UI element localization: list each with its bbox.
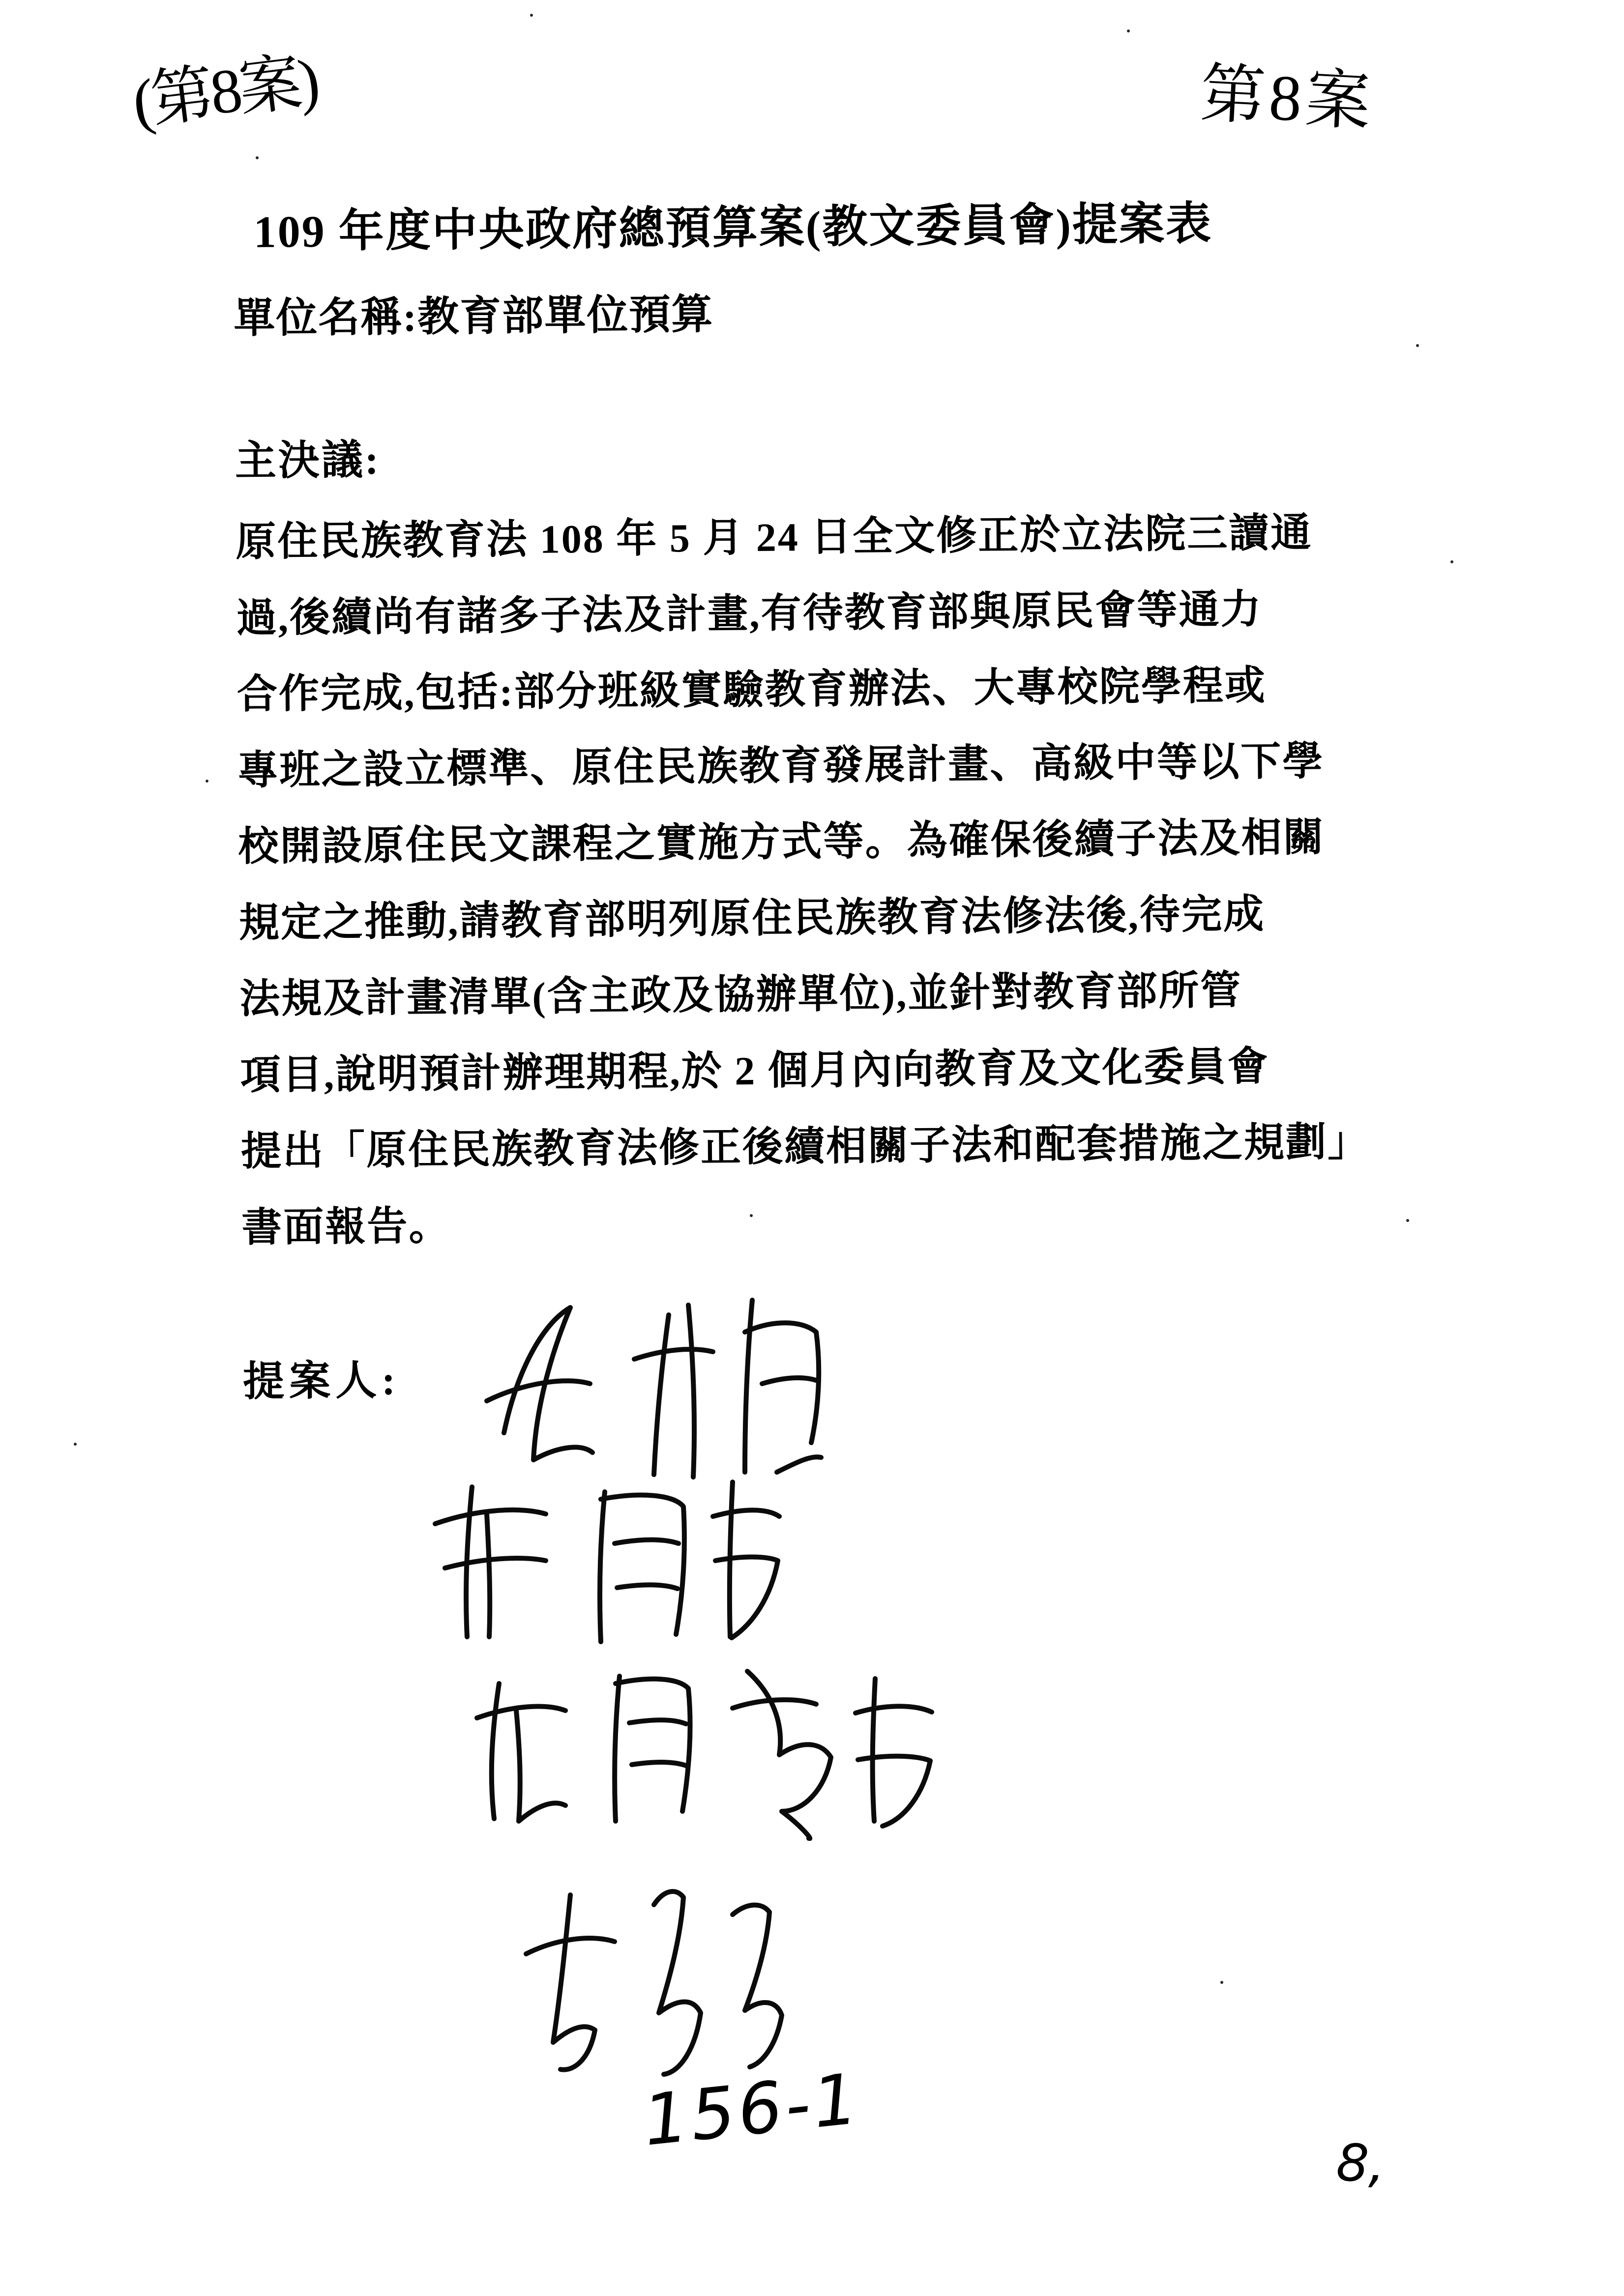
- scan-speck: [206, 780, 208, 783]
- scan-speck: [1127, 29, 1130, 32]
- resolution-line: 法規及計畫清單(含主政及協辦單位),並針對教育部所管: [239, 968, 1242, 1022]
- scan-speck: [1406, 1219, 1409, 1222]
- resolution-heading: 主決議:: [235, 437, 381, 485]
- scan-speck: [1450, 560, 1453, 563]
- document-title: 109 年度中央政府總預算案(教文委員會)提案表: [253, 198, 1213, 257]
- handwritten-signature-3: [457, 1649, 969, 1841]
- scan-speck: [1220, 1981, 1223, 1984]
- resolution-line: 校開設原住民文課程之實施方式等。為確保後續子法及相關: [238, 814, 1326, 870]
- scan-speck: [530, 14, 533, 17]
- unit-name-line: 單位名稱:教育部單位預算: [233, 291, 714, 342]
- resolution-line: 原住民族教育法 108 年 5 月 24 日全文修正於立法院三讀通: [235, 510, 1313, 565]
- resolution-paragraph: [236, 494, 1402, 1266]
- handwritten-case-number-top-right: 第8案: [1198, 57, 1376, 139]
- resolution-line: 書面報告。: [241, 1203, 451, 1250]
- resolution-line: 提出「原住民族教育法修正後續相關子法和配套措施之規劃」: [240, 1119, 1370, 1174]
- resolution-line: 過,後續尚有諸多子法及計畫,有待教育部與原民會等通力: [236, 586, 1263, 641]
- handwritten-case-number-top-left: (第8案): [129, 45, 321, 138]
- resolution-line: 規定之推動,請教育部明列原住民族教育法修法後,待完成: [238, 891, 1266, 946]
- handwritten-signature-2: [398, 1465, 782, 1661]
- resolution-line: 項目,說明預計辦理期程,於 2 個月內向教育及文化委員會: [240, 1044, 1270, 1098]
- resolution-line: 專班之設立標準、原住民族教育發展計畫、高級中等以下學: [237, 738, 1325, 793]
- scan-speck: [750, 1214, 753, 1217]
- handwritten-corner-number: 8,: [1335, 2132, 1387, 2194]
- scan-speck: [1416, 344, 1419, 347]
- proposer-label: 提案人:: [242, 1358, 401, 1405]
- handwritten-signature-4: [487, 1865, 806, 2092]
- scan-speck: [74, 1443, 77, 1446]
- handwritten-page-number: 156-1: [639, 2058, 865, 2162]
- scan-speck: [256, 156, 259, 159]
- resolution-line: 合作完成,包括:部分班級實驗教育辦法、大專校院學程或: [236, 663, 1267, 717]
